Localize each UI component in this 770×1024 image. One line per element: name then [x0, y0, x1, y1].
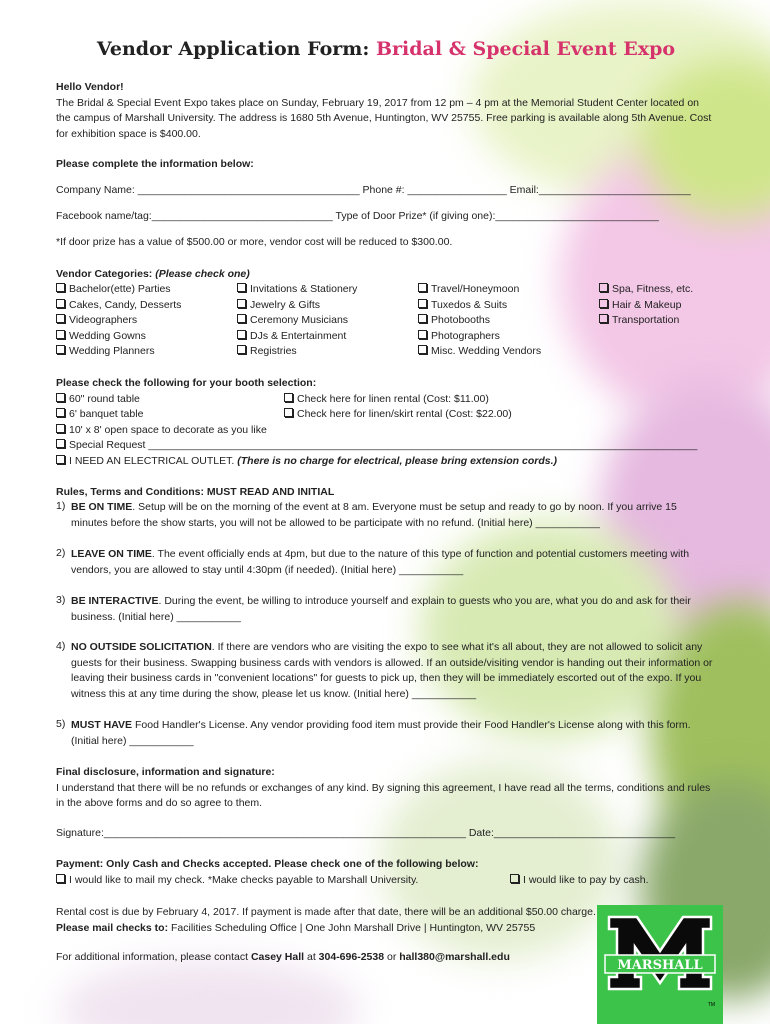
facebook-line[interactable]: Facebook name/tag:_______________________________ Type of Door Prize* (if giving one):____________________________	[56, 210, 659, 222]
booth-option-electrical[interactable]: I NEED AN ELECTRICAL OUTLET. (There is no charge for electrical, please bring extension cords.)	[56, 454, 557, 470]
checkbox-icon	[56, 393, 65, 402]
contact-phone[interactable]: 304-696-2538	[318, 951, 385, 963]
category-col-4	[599, 283, 693, 330]
booth-option-skirt[interactable]: Check here for linen/skirt rental (Cost: $22.00)	[284, 407, 512, 423]
info-heading: Please complete the information below:	[56, 158, 254, 170]
door-prize-note: *If door prize has a value of $500.00 or more, vendor cost will be reduced to $300.00.	[56, 236, 453, 248]
due-date-text: Rental cost is due by February 4, 2017. If payment is made after that date, there will be an additional $50.00 charge.	[56, 906, 596, 918]
booth-option-linen[interactable]: Check here for linen rental (Cost: $11.00)	[284, 392, 489, 408]
category-option[interactable]: Photographers	[418, 330, 541, 346]
category-option[interactable]: Invitations & Stationery	[237, 283, 357, 299]
categories-heading: Vendor Categories: (Please check one)	[56, 268, 250, 280]
m-logo-icon	[603, 913, 717, 993]
checkbox-icon	[599, 314, 608, 323]
contact-line: For additional information, please contact Casey Hall at 304-696-2538 or hall380@marshall.edu	[56, 951, 510, 963]
category-option[interactable]: Tuxedos & Suits	[418, 299, 541, 315]
contact-email[interactable]: hall380@marshall.edu	[399, 951, 510, 963]
checkbox-icon	[56, 408, 65, 417]
checkbox-icon	[599, 283, 608, 292]
category-option[interactable]: Photobooths	[418, 314, 541, 330]
booth-option-special-request[interactable]: Special Request ______________________________________________________________________________________________	[56, 438, 697, 454]
page-title: Vendor Application Form: Bridal & Special Event Expo	[96, 38, 676, 60]
trademark: TM	[707, 1002, 715, 1008]
checkbox-icon	[56, 345, 65, 354]
checkbox-icon	[56, 874, 65, 883]
signature-line[interactable]: Signature:______________________________________________________________ Date:_______________________________	[56, 827, 675, 839]
category-option[interactable]: Spa, Fitness, etc.	[599, 283, 693, 299]
category-col-3	[418, 283, 541, 361]
checkbox-icon	[284, 408, 293, 417]
checkbox-icon	[56, 455, 65, 464]
category-option[interactable]: DJs & Entertainment	[237, 330, 357, 346]
category-option[interactable]: Cakes, Candy, Desserts	[56, 299, 181, 315]
checkbox-icon	[418, 345, 427, 354]
company-line[interactable]: Company Name: ______________________________________ Phone #: _________________ Email:__________________________	[56, 184, 691, 196]
disclosure-heading: Final disclosure, information and signature:	[56, 766, 275, 778]
disclosure-text: I understand that there will be no refunds or exchanges of any kind. By signing this agreement, I have read all the terms, conditions and rules in the above forms and do so agree to them.	[56, 781, 711, 809]
marshall-logo	[597, 905, 723, 1024]
checkbox-icon	[418, 283, 427, 292]
category-col-1	[56, 283, 181, 361]
booth-heading: Please check the following for your booth selection:	[56, 377, 317, 389]
checkbox-icon	[56, 424, 65, 433]
category-option[interactable]: Wedding Planners	[56, 345, 181, 361]
category-option[interactable]: Registries	[237, 345, 357, 361]
checkbox-icon	[510, 874, 519, 883]
intro-text: The Bridal & Special Event Expo takes place on Sunday, February 19, 2017 from 12 pm – 4 pm at the Memorial Student Center located on the campus of Marshall University. The address is 1680 5th Avenue, Huntington, WV 25755. Free parking is available along 5th Avenue. Cost for exhibition space is $400.00.	[56, 96, 712, 140]
mail-address: Please mail checks to: Facilities Scheduling Office | One John Marshall Drive | Huntington, WV 25755	[56, 921, 536, 934]
payment-info	[56, 905, 596, 936]
rule-item-1: 1) BE ON TIME. Setup will be on the morning of the event at 8 am. Everyone must be setup and ready to go by noon. If you arrive 15 minutes before the show starts, you will not be allowed to be participate with no refund. (Initial here) ___________	[56, 500, 677, 529]
checkbox-icon	[237, 314, 246, 323]
checkbox-icon	[599, 299, 608, 308]
category-col-2	[237, 283, 357, 361]
rule-item-4: 4) NO OUTSIDE SOLICITATION. If there are vendors who are visiting the expo to see what it's all about, they are not allowed to solicit any guests for their business. Swapping business cards with vendors is allowed. If an outside/visiting vendor is handing out their information or leaving their business cards in "convenient locations" for guests to pick up, then they will be immediately escorted out of the expo. If you witness this at any time during the show, please let us know. (Initial here) ___________	[56, 640, 713, 700]
checkbox-icon	[284, 393, 293, 402]
booth-option-open-space[interactable]: 10' x 8' open space to decorate as you like	[56, 423, 267, 439]
checkbox-icon	[237, 299, 246, 308]
checkbox-icon	[418, 330, 427, 339]
category-option[interactable]: Hair & Makeup	[599, 299, 693, 315]
category-option[interactable]: Ceremony Musicians	[237, 314, 357, 330]
checkbox-icon	[237, 330, 246, 339]
category-option[interactable]: Jewelry & Gifts	[237, 299, 357, 315]
category-option[interactable]: Transportation	[599, 314, 693, 330]
contact-name: Casey Hall	[250, 951, 305, 963]
title-accent: Bridal & Special Event Expo	[375, 38, 676, 60]
logo-text: MARSHALL	[617, 958, 703, 973]
disclosure-section	[56, 765, 716, 812]
booth-option-round-table[interactable]: 60" round table	[56, 392, 140, 408]
rule-item-3: 3) BE INTERACTIVE. During the event, be willing to introduce yourself and explain to guests who you are, what you do and ask for their business. (Initial here) ___________	[56, 594, 691, 623]
checkbox-icon	[56, 330, 65, 339]
payment-heading: Payment: Only Cash and Checks accepted. Please check one of the following below:	[56, 858, 479, 870]
rules-heading: Rules, Terms and Conditions: MUST READ AND INITIAL	[56, 486, 335, 498]
category-option[interactable]: Misc. Wedding Vendors	[418, 345, 541, 361]
category-option[interactable]: Bachelor(ette) Parties	[56, 283, 181, 299]
rule-item-5: 5) MUST HAVE Food Handler's License. Any vendor providing food item must provide their Food Handler's License along with this form. (Initial here) ___________	[56, 718, 691, 747]
checkbox-icon	[237, 283, 246, 292]
greeting: Hello Vendor!	[56, 81, 124, 93]
checkbox-icon	[56, 283, 65, 292]
payment-option-mail[interactable]: I would like to mail my check. *Make checks payable to Marshall University.	[56, 873, 418, 889]
checkbox-icon	[56, 299, 65, 308]
checkbox-icon	[56, 439, 65, 448]
intro-section	[56, 80, 716, 142]
checkbox-icon	[418, 299, 427, 308]
checkbox-icon	[56, 314, 65, 323]
category-option[interactable]: Wedding Gowns	[56, 330, 181, 346]
checkbox-icon	[418, 314, 427, 323]
booth-option-banquet-table[interactable]: 6' banquet table	[56, 407, 143, 423]
payment-option-cash[interactable]: I would like to pay by cash.	[510, 873, 648, 889]
category-option[interactable]: Travel/Honeymoon	[418, 283, 541, 299]
category-option[interactable]: Videographers	[56, 314, 181, 330]
info-section	[56, 157, 716, 173]
checkbox-icon	[237, 345, 246, 354]
rule-item-2: 2) LEAVE ON TIME. The event officially ends at 4pm, but due to the nature of this type of function and potential customers meeting with vendors, you are allowed to stay until 4:30pm (if needed). (Initial here) ___________	[56, 547, 690, 576]
